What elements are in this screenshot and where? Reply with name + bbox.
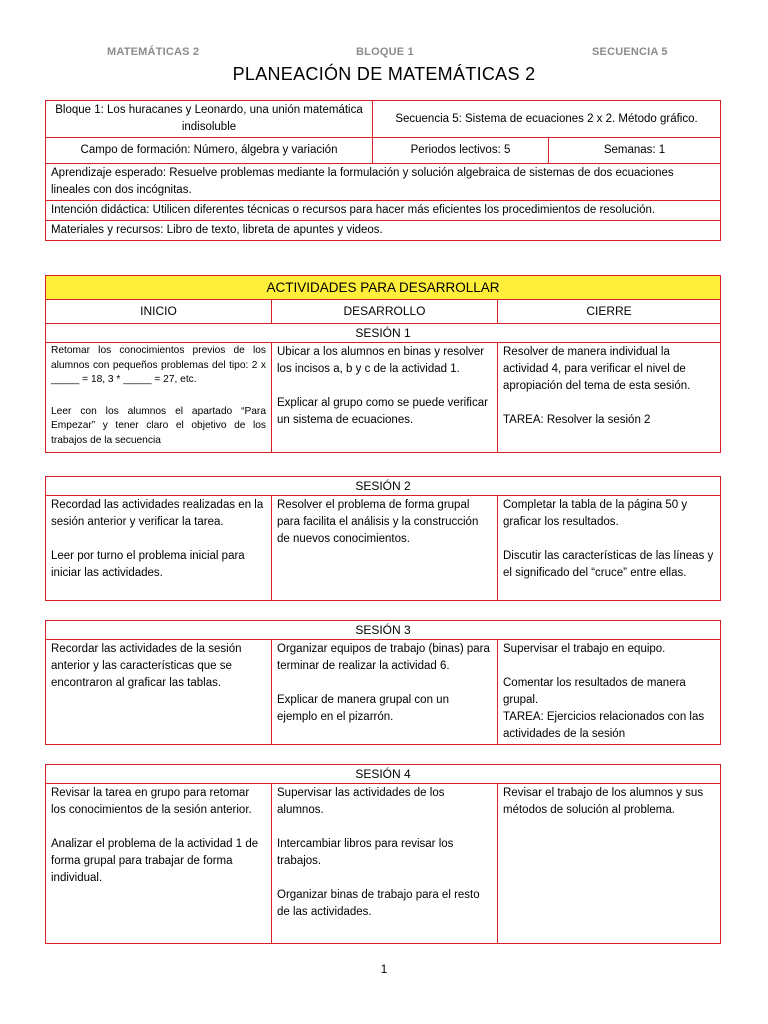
activities-table bbox=[45, 275, 721, 453]
page-number: 1 bbox=[380, 962, 388, 976]
planning-table bbox=[45, 100, 721, 241]
session-3-inicio bbox=[46, 640, 272, 745]
session-4-cierre-p1: Revisar el trabajo de los alumnos y sus métodos de solución al problema. bbox=[503, 787, 704, 816]
semanas-cell: Semanas: 1 bbox=[549, 138, 721, 164]
session-4-inicio-p2: Analizar el problema de la actividad 1 de forma grupal para trabajar de forma individual. bbox=[51, 838, 259, 884]
session-2-inicio-p2: Leer por turno el problema inicial para iniciar las actividades. bbox=[51, 550, 245, 579]
session-2-cierre-p2: Discutir las características de las líneas y el significado del “cruce” entre ellas. bbox=[503, 550, 714, 579]
session-2-desarrollo-p1: Resolver el problema de forma grupal para facilita el análisis y la construcción de nuevos conocimientos. bbox=[277, 499, 479, 545]
bloque-cell: Bloque 1: Los huracanes y Leonardo, una unión matemática indisoluble bbox=[46, 101, 373, 138]
periodos-cell: Periodos lectivos: 5 bbox=[373, 138, 549, 164]
campo-cell: Campo de formación: Número, álgebra y variación bbox=[46, 138, 373, 164]
session-4-label: SESIÓN 4 bbox=[46, 765, 721, 784]
session-4-table bbox=[45, 764, 721, 944]
column-cierre: CIERRE bbox=[498, 300, 721, 324]
session-2-inicio-p1: Recordad las actividades realizadas en la sesión anterior y verificar la tarea. bbox=[51, 499, 264, 528]
session-3-cierre-p3: TAREA: Ejercicios relacionados con las actividades de la sesión bbox=[503, 711, 705, 740]
session-2-label: SESIÓN 2 bbox=[46, 477, 721, 496]
activities-title: ACTIVIDADES PARA DESARROLLAR bbox=[46, 276, 721, 300]
session-1-inicio-p2: Leer con los alumnos el apartado “Para Empezar” y tener claro el objetivo de los trabajos de la secuencia bbox=[51, 405, 266, 446]
session-4-desarrollo-p2: Intercambiar libros para revisar los trabajos. bbox=[277, 838, 454, 867]
session-4-desarrollo-p3: Organizar binas de trabajo para el resto de las actividades. bbox=[277, 889, 480, 918]
session-4-inicio-p1: Revisar la tarea en grupo para retomar los conocimientos de la sesión anterior. bbox=[51, 787, 252, 816]
session-1-cierre-p2: TAREA: Resolver la sesión 2 bbox=[503, 414, 651, 426]
session-3-table bbox=[45, 620, 721, 745]
session-1-cierre-p1: Resolver de manera individual la actividad 4, para verificar el nivel de apropiación del tema de esta sesión. bbox=[503, 346, 691, 392]
session-2-inicio bbox=[46, 496, 272, 601]
page-title: PLANEACIÓN DE MATEMÁTICAS 2 bbox=[232, 64, 536, 84]
session-2-cierre bbox=[498, 496, 721, 601]
session-3-cierre-p2: Comentar los resultados de manera grupal. bbox=[503, 677, 686, 706]
session-3-desarrollo bbox=[272, 640, 498, 745]
session-3-cierre bbox=[498, 640, 721, 745]
header-sequence: SECUENCIA 5 bbox=[592, 46, 668, 58]
session-1-cierre bbox=[498, 343, 721, 453]
session-1-desarrollo-p2: Explicar al grupo como se puede verificar un sistema de ecuaciones. bbox=[277, 397, 488, 426]
materiales-cell: Materiales y recursos: Libro de texto, libreta de apuntes y videos. bbox=[46, 221, 721, 241]
session-4-cierre bbox=[498, 784, 721, 944]
session-4-desarrollo bbox=[272, 784, 498, 944]
session-3-desarrollo-p2: Explicar de manera grupal con un ejemplo en el pizarrón. bbox=[277, 694, 449, 723]
session-3-cierre-p1: Supervisar el trabajo en equipo. bbox=[503, 643, 666, 655]
column-inicio: INICIO bbox=[46, 300, 272, 324]
session-1-desarrollo-p1: Ubicar a los alumnos en binas y resolver los incisos a, b y c de la actividad 1. bbox=[277, 346, 485, 375]
session-3-label: SESIÓN 3 bbox=[46, 621, 721, 640]
header-subject: MATEMÁTICAS 2 bbox=[107, 46, 200, 58]
session-1-inicio-p1: Retomar los conocimientos previos de los alumnos con pequeños problemas del tipo: 2 x _____ = 18, 3 * _____ = 27, etc. bbox=[51, 345, 266, 385]
session-1-inicio bbox=[46, 343, 272, 453]
intencion-cell: Intención didáctica: Utilicen diferentes técnicas o recursos para hacer más eficientes los procedimientos de resolución. bbox=[46, 201, 721, 221]
session-3-inicio-p1: Recordar las actividades de la sesión anterior y las características que se encontraron al graficar las tablas. bbox=[51, 643, 242, 689]
header-block: BLOQUE 1 bbox=[356, 46, 414, 58]
session-3-desarrollo-p1: Organizar equipos de trabajo (binas) para terminar de realizar la actividad 6. bbox=[277, 643, 490, 672]
session-4-desarrollo-p1: Supervisar las actividades de los alumnos. bbox=[277, 787, 445, 816]
secuencia-cell: Secuencia 5: Sistema de ecuaciones 2 x 2. Método gráfico. bbox=[373, 101, 721, 138]
session-1-label: SESIÓN 1 bbox=[46, 324, 721, 343]
session-2-cierre-p1: Completar la tabla de la página 50 y graficar los resultados. bbox=[503, 499, 688, 528]
session-2-desarrollo bbox=[272, 496, 498, 601]
session-2-table bbox=[45, 476, 721, 601]
session-1-desarrollo bbox=[272, 343, 498, 453]
column-desarrollo: DESARROLLO bbox=[272, 300, 498, 324]
aprendizaje-cell: Aprendizaje esperado: Resuelve problemas mediante la formulación y solución algebraica de sistemas de dos ecuaciones lineales con dos incógnitas. bbox=[46, 164, 721, 201]
session-4-inicio bbox=[46, 784, 272, 944]
